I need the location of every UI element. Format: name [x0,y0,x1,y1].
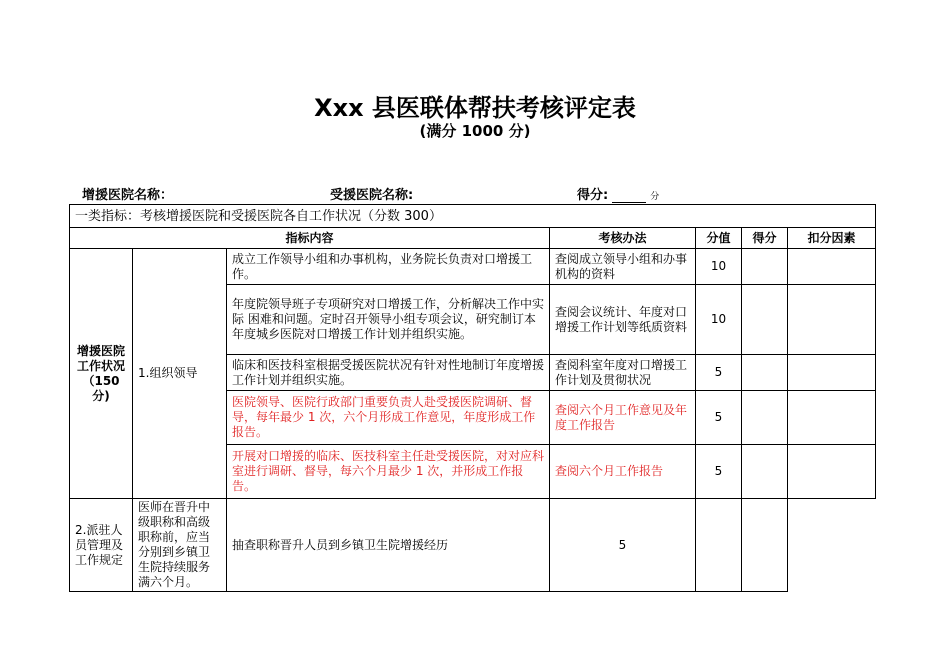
row-score-cell[interactable] [742,355,788,391]
row-points: 5 [696,355,742,391]
page-title: Xxx 县医联体帮扶考核评定表 [314,94,636,122]
section-label: 增援医院工作状况（150 分) [70,249,133,499]
category-row [70,205,876,228]
row-deduction-cell[interactable] [788,445,876,499]
row-points: 5 [550,499,696,592]
table-row [70,499,876,592]
row-deduction-cell[interactable] [788,355,876,391]
row-method: 抽查职称晋升人员到乡镇卫生院增援经历 [227,499,550,592]
row-deduction-cell[interactable] [742,499,788,592]
header-points: 分值 [696,228,742,249]
row-method: 查阅会议统计、年度对口增援工作计划等纸质资料 [550,285,696,355]
assisted-hospital-label: 受援医院名称: [330,188,414,203]
row-score-cell[interactable] [742,391,788,445]
table-row [70,249,876,285]
page-subtitle: (满分 1000 分) [419,122,531,140]
row-content: 医院领导、医院行政部门重要负责人赴受援医院调研、督导，每年最少 1 次，六个月形成工作意见，年度形成工作报告。 [227,391,550,445]
header-deduction: 扣分因素 [788,228,876,249]
header-score: 得分 [742,228,788,249]
row-content: 年度院领导班子专项研究对口增援工作，分析解决工作中实际 困难和问题。定时召开领导小组专项会议，研究制订本年度城乡医院对口增援工作计划并组织实施。 [227,285,550,355]
group-label-2: 2.派驻人员管理及工作规定 [70,499,133,592]
category-title: 一类指标：考核增援医院和受援医院各自工作状况（分数 300） [70,205,876,228]
row-score-cell[interactable] [742,249,788,285]
score-blank[interactable] [612,188,646,203]
header-content: 指标内容 [70,228,550,249]
row-method: 查阅科室年度对口增援工作计划及贯彻状况 [550,355,696,391]
row-points: 5 [696,391,742,445]
row-points: 10 [696,249,742,285]
score-field [577,184,659,203]
row-score-cell[interactable] [696,499,742,592]
table-header [70,228,876,249]
row-deduction-cell[interactable] [788,285,876,355]
row-content: 临床和医技科室根据受援医院状况有针对性地制订年度增援工作计划并组织实施。 [227,355,550,391]
row-points: 5 [696,445,742,499]
assisting-hospital-label: 增援医院名称： [82,188,174,203]
row-content: 成立工作领导小组和办事机构，业务院长负责对口增援工作。 [227,249,550,285]
row-points: 10 [696,285,742,355]
row-content: 医师在晋升中级职称和高级职称前，应当分别到乡镇卫生院持续服务满六个月。 [133,499,227,592]
group-label-1: 1.组织领导 [133,249,227,499]
row-score-cell[interactable] [742,285,788,355]
row-score-cell[interactable] [742,445,788,499]
header-method: 考核办法 [550,228,696,249]
row-deduction-cell[interactable] [788,391,876,445]
assessment-table [69,204,876,592]
score-label: 得分: [577,188,609,203]
score-unit: 分 [650,192,660,202]
row-method: 查阅成立领导小组和办事机构的资料 [550,249,696,285]
row-content: 开展对口增援的临床、医技科室主任赴受援医院，对对应科室进行调研、督导，每六个月最少 1 次，并形成工作报告。 [227,445,550,499]
row-deduction-cell[interactable] [788,249,876,285]
row-method: 查阅六个月工作报告 [550,445,696,499]
row-method: 查阅六个月工作意见及年度工作报告 [550,391,696,445]
info-row [82,184,882,204]
